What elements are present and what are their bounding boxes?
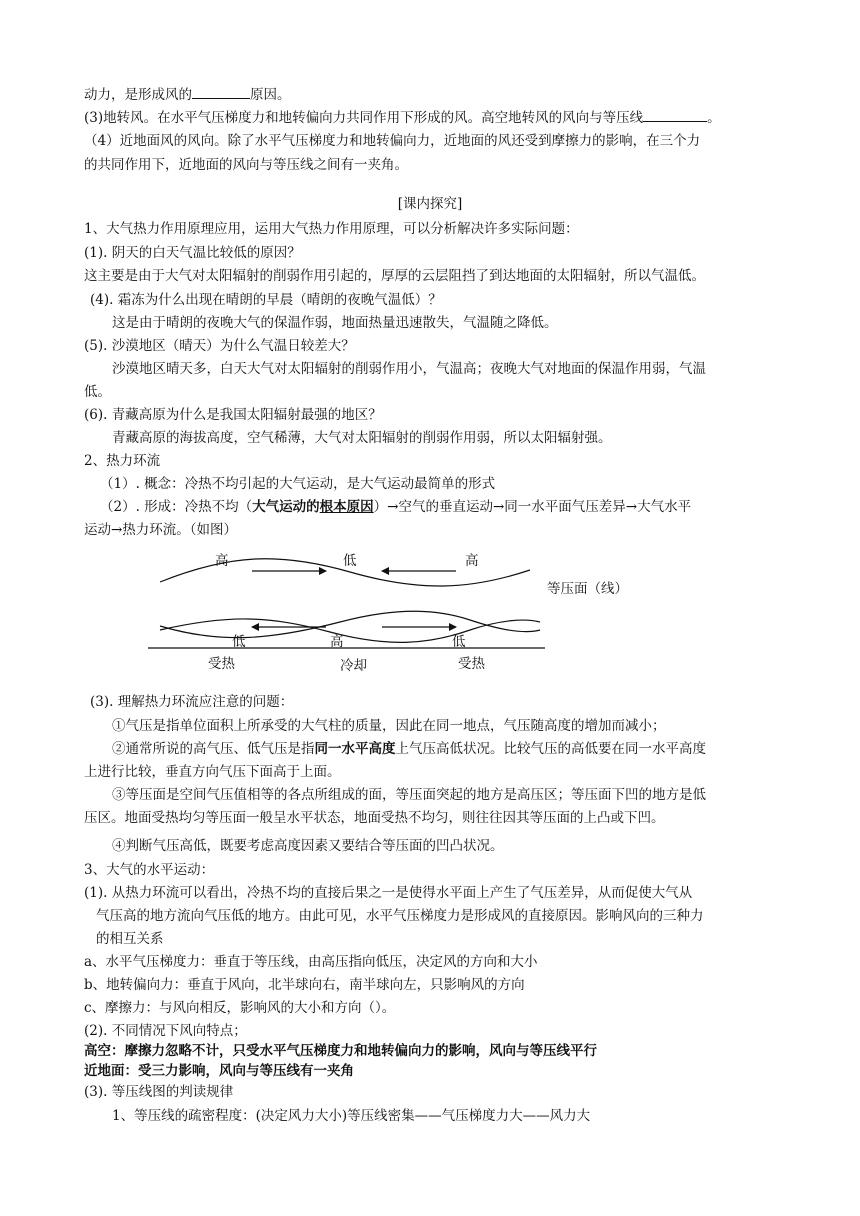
s4-c: c、摩擦力：与风向相反，影响风的大小和方向（）。 (84, 1000, 396, 1016)
label-top-mid: 低 (343, 553, 357, 569)
lower-isobar-line (160, 611, 540, 637)
top-line-1: 动力，是形成风的 原因。 (84, 84, 291, 105)
s1-intro: 1、大气热力作用原理应用，运用大气热力作用原理，可以分析解决许多实际问题： (84, 221, 579, 237)
s4-p1c: 的相互关系 (96, 931, 164, 947)
label-top-left: 高 (215, 553, 229, 569)
fill-blank-1[interactable] (192, 84, 250, 99)
section-title: [课内探究] (397, 196, 463, 212)
label-bot-right: 低 (452, 634, 466, 650)
s3-i2d: 上进行比较，垂直方向气压下面高于上面。 (84, 764, 341, 780)
label-heat-left: 受热 (208, 656, 235, 672)
top-line-2: (3)地转风。在水平气压梯度力和地转偏向力共同作用下形成的风。高空地转风的风向与等压线 。 (84, 107, 721, 128)
fill-blank-2[interactable] (643, 107, 707, 122)
s4-r1: 1、等压线的疏密程度：(决定风力大小)等压线密集——气压梯度力大——风力大 (112, 1108, 591, 1124)
s2-p1: （1）. 概念：冷热不均引起的大气运动，是大气运动最简单的形式 (100, 476, 496, 492)
label-bot-mid: 高 (330, 634, 344, 650)
thermal-circulation-diagram (0, 540, 860, 680)
s3-q3: (3). 理解热力环流应注意的问题： (90, 694, 294, 710)
s1-a5a: 沙漠地区晴天多，白天大气对太阳辐射的削弱作用小，气温高；夜晚大气对地面的保温作用弱，气温 (112, 361, 706, 377)
label-surface: 等压面（线） (547, 581, 628, 597)
s1-a5b: 低。 (84, 384, 111, 400)
s2-p2: （2）. 形成：冷热不均（大气运动的根本原因）→空气的垂直运动→同一水平面气压差异→大气水平 (100, 499, 692, 515)
s3-i4: ④判断气压高低，既要考虑高度因素又要结合等压面的凹凸状况。 (112, 838, 504, 854)
s4-high-altitude: 高空：摩擦力忽略不计，只受水平气压梯度力和地转偏向力的影响，风向与等压线平行 (84, 1043, 597, 1059)
label-bot-left: 低 (232, 634, 246, 650)
s4-p3: (3). 等压线图的判读规律 (84, 1084, 234, 1100)
label-cool-mid: 冷却 (340, 658, 367, 674)
s4-heading: 3、大气的水平运动： (84, 862, 215, 878)
s4-a: a、水平气压梯度力：垂直于等压线，由高压指向低压，决定风的方向和大小 (84, 954, 538, 970)
lower-isobar-line-2 (160, 619, 540, 642)
s1-q4: (4). 霜冻为什么出现在晴朗的早晨（晴朗的夜晚气温低）？ (90, 292, 442, 308)
top-line-3: （4）近地面风的风向。除了水平气压梯度力和地转偏向力，近地面的风还受到摩擦力的影响，在三个力 (84, 133, 701, 149)
s4-near-surface: 近地面：受三力影响，风向与等压线有一夹角 (84, 1063, 354, 1079)
s1-a1: 这主要是由于大气对太阳辐射的削弱作用引起的，厚厚的云层阻挡了到达地面的太阳辐射，所以气温低。 (84, 268, 705, 284)
s3-i3b: 压区。地面受热均匀等压面一般呈水平状态，地面受热不均匀，则往往因其等压面的上凸或下凹。 (84, 810, 665, 826)
s4-p1a: (1). 从热力环流可以看出，冷热不均的直接后果之一是使得水平面上产生了气压差异，从而促使大气从 (84, 885, 693, 901)
s3-i2: ②通常所说的高气压、低气压是指同一水平高度上气压高低状况。比较气压的高低要在同一水平高度 (112, 741, 706, 757)
s1-q1: (1). 阴天的白天气温比较低的原因？ (84, 245, 301, 261)
s4-p2: (2). 不同情况下风向特点； (84, 1023, 247, 1039)
root-cause-text: 根本原因 (319, 499, 374, 515)
s1-q6: (6). 青藏高原为什么是我国太阳辐射最强的地区？ (84, 407, 382, 423)
s2-heading: 2、热力环流 (84, 453, 161, 469)
s1-a4: 这是由于晴朗的夜晚大气的保温作弱，地面热量迅速散失，气温随之降低。 (112, 315, 558, 331)
s3-i1: ①气压是指单位面积上所承受的大气柱的质量，因此在同一地点，气压随高度的增加而减小； (112, 718, 666, 734)
label-top-right: 高 (465, 553, 479, 569)
top-line-4: 的共同作用下，近地面的风向与等压线之间有一夹角。 (84, 157, 408, 173)
label-heat-right: 受热 (458, 656, 485, 672)
s1-a6: 青藏高原的海拔高度，空气稀薄，大气对太阳辐射的削弱作用弱，所以太阳辐射强。 (112, 430, 612, 446)
s4-p1b: 气压高的地方流向气压低的地方。由此可见，水平气压梯度力是形成风的直接原因。影响风向的三种力 (96, 908, 704, 924)
s1-q5: (5). 沙漠地区（晴天）为什么气温日较差大？ (84, 338, 355, 354)
s3-i3a: ③等压面是空间气压值相等的各点所组成的面，等压面突起的地方是高压区；等压面下凹的地方是低 (112, 787, 706, 803)
s2-p2e: 运动→热力环流。（如图） (84, 522, 238, 538)
s4-b: b、地转偏向力：垂直于风向，北半球向右，南半球向左，只影响风的方向 (84, 977, 525, 993)
